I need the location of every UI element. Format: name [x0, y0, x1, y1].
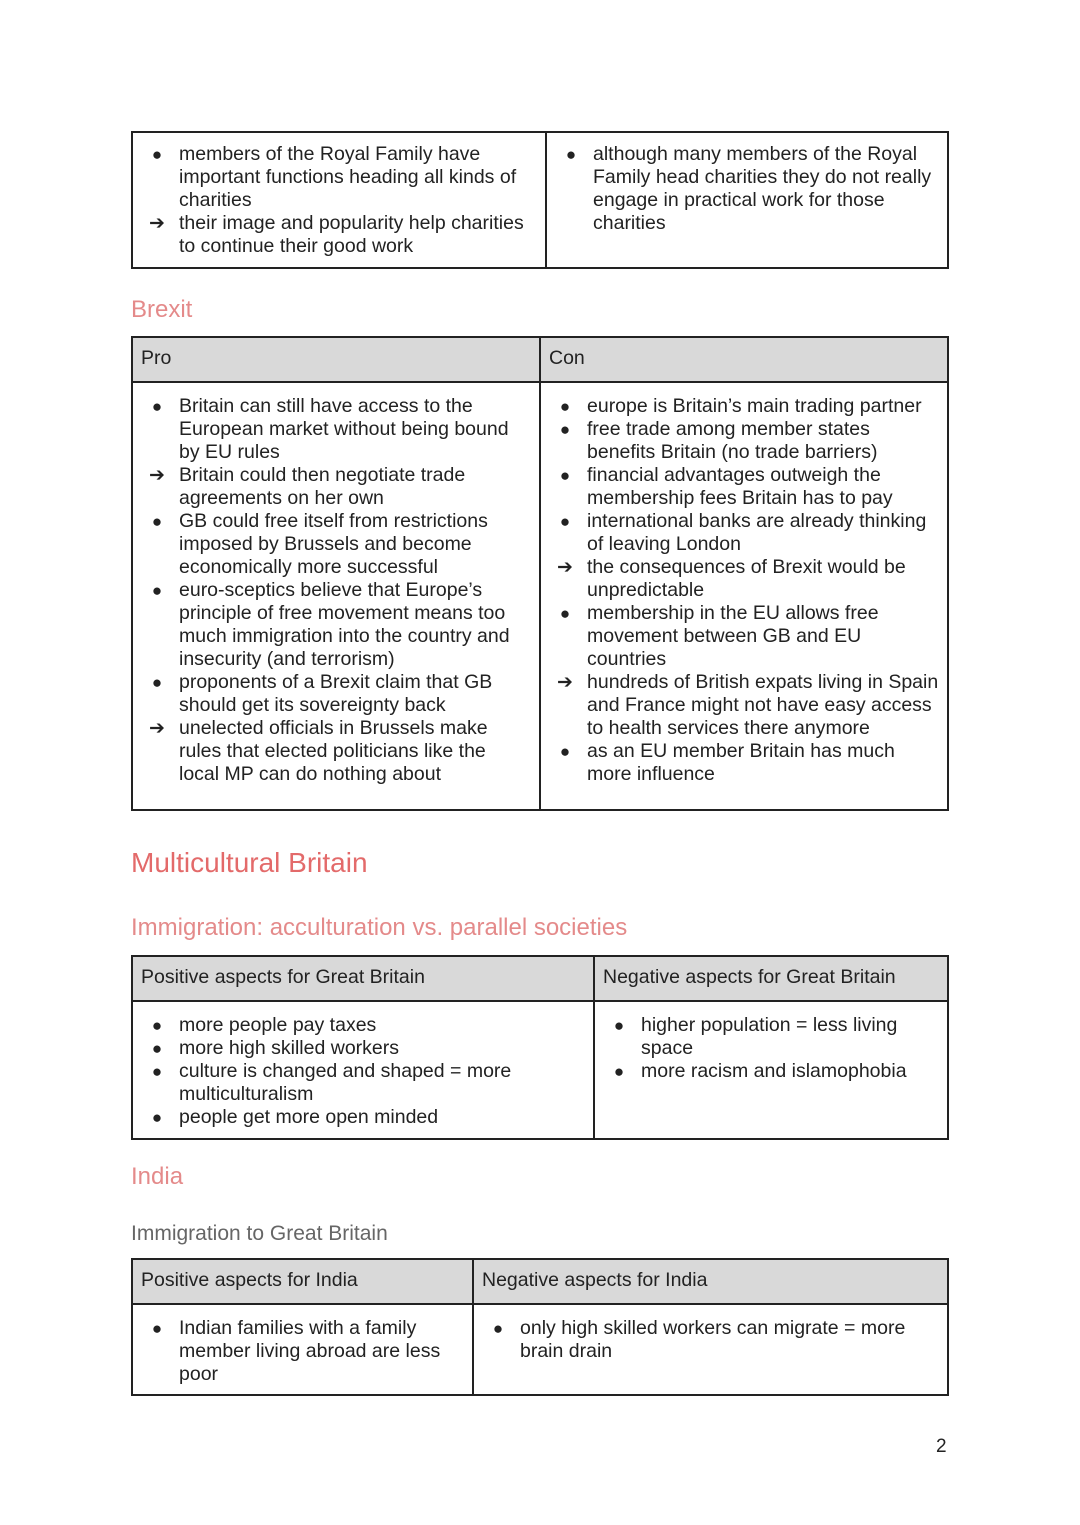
list-item: [141, 212, 537, 258]
list-item-text: the consequences of Brexit would be unpredictable: [587, 556, 906, 601]
immigration-table: [131, 955, 949, 1140]
list-item-text: proponents of a Brexit claim that GB should get its sovereignty back: [179, 671, 493, 716]
list-item: [141, 671, 531, 717]
india-positive-cell: [132, 1304, 473, 1395]
list-item-text: culture is changed and shaped = more multiculturalism: [179, 1060, 512, 1105]
list-item: [141, 1014, 585, 1037]
list-item: [549, 740, 939, 786]
royal-pro-cell: [132, 132, 546, 268]
list-item-text: higher population = less living space: [641, 1014, 898, 1059]
list-item: [549, 671, 939, 740]
list-item: [555, 143, 939, 235]
bullet-icon: ●: [559, 742, 571, 761]
list-item: [482, 1317, 939, 1363]
list-item-text: Britain can still have access to the European market without being bound by EU rules: [179, 395, 509, 463]
list-item: [549, 464, 939, 510]
list-item: [603, 1014, 939, 1060]
bullet-icon: ●: [151, 673, 163, 692]
bullet-icon: ●: [151, 1062, 163, 1081]
bullet-icon: ●: [151, 145, 163, 164]
gb-positive-cell: [132, 1001, 594, 1139]
arrow-bullet-icon: ➔: [149, 213, 165, 234]
bullet-icon: ●: [613, 1016, 625, 1035]
list-item-text: membership in the EU allows free movement between GB and EU countries: [587, 602, 879, 670]
list-item-text: only high skilled workers can migrate = more brain drain: [520, 1317, 906, 1362]
immigration-subheading: Immigration: acculturation vs. parallel societies: [131, 914, 628, 941]
list-item: [141, 579, 531, 671]
list-item-text: more racism and islamophobia: [641, 1060, 907, 1082]
list-item-text: their image and popularity help charities to continue their good work: [179, 212, 524, 257]
list-item-text: euro-sceptics believe that Europe’s principle of free movement means too much immigration into the country and insecurity (and terrorism): [179, 579, 510, 670]
arrow-bullet-icon: ➔: [557, 557, 573, 578]
list-item: [549, 556, 939, 602]
bullet-icon: ●: [151, 1108, 163, 1127]
list-item-text: hundreds of British expats living in Spain and France might not have easy access to health services there anymore: [587, 671, 939, 739]
multicultural-heading: Multicultural Britain: [131, 847, 368, 878]
list-item: [603, 1060, 939, 1083]
india-positive-header: Positive aspects for India: [132, 1259, 473, 1304]
bullet-icon: ●: [559, 397, 571, 416]
royal-con-list: [555, 143, 939, 235]
bullet-icon: ●: [559, 604, 571, 623]
india-negative-cell: [473, 1304, 948, 1395]
brexit-pro-header: Pro: [132, 337, 540, 382]
list-item-text: as an EU member Britain has much more influence: [587, 740, 895, 785]
list-item-text: europe is Britain’s main trading partner: [587, 395, 922, 417]
brexit-table: [131, 336, 949, 811]
list-item: [141, 464, 531, 510]
list-item-text: international banks are already thinking of leaving London: [587, 510, 927, 555]
india-table: [131, 1258, 949, 1396]
brexit-con-list: [549, 395, 939, 786]
list-item: [141, 143, 537, 212]
list-item: [141, 717, 531, 786]
list-item-text: Indian families with a family member living abroad are less poor: [179, 1317, 441, 1385]
list-item-text: more people pay taxes: [179, 1014, 377, 1036]
arrow-bullet-icon: ➔: [149, 718, 165, 739]
page-number: 2: [936, 1436, 947, 1457]
brexit-pro-cell: [132, 382, 540, 810]
list-item-text: GB could free itself from restrictions imposed by Brussels and become economically more successful: [179, 510, 488, 578]
brexit-heading: Brexit: [131, 296, 193, 323]
list-item-text: members of the Royal Family have important functions heading all kinds of charities: [179, 143, 517, 211]
bullet-icon: ●: [151, 1319, 163, 1338]
brexit-con-cell: [540, 382, 948, 810]
list-item: [141, 1106, 585, 1129]
list-item-text: although many members of the Royal Family head charities they do not really engage in practical work for those charities: [593, 143, 932, 234]
bullet-icon: ●: [559, 512, 571, 531]
list-item: [549, 418, 939, 464]
royal-pro-list: [141, 143, 537, 258]
gb-positive-list: [141, 1014, 585, 1129]
list-item: [549, 602, 939, 671]
bullet-icon: ●: [151, 397, 163, 416]
royal-con-cell: [546, 132, 948, 268]
list-item: [141, 395, 531, 464]
list-item-text: people get more open minded: [179, 1106, 439, 1128]
list-item-text: unelected officials in Brussels make rules that elected politicians like the local MP can do nothing about: [179, 717, 488, 785]
arrow-bullet-icon: ➔: [557, 672, 573, 693]
bullet-icon: ●: [492, 1319, 504, 1338]
bullet-icon: ●: [565, 145, 577, 164]
india-subheading: Immigration to Great Britain: [131, 1222, 388, 1245]
bullet-icon: ●: [559, 420, 571, 439]
list-item-text: financial advantages outweigh the membership fees Britain has to pay: [587, 464, 893, 509]
india-positive-list: [141, 1317, 464, 1386]
india-negative-header: Negative aspects for India: [473, 1259, 948, 1304]
india-negative-list: [482, 1317, 939, 1363]
bullet-icon: ●: [151, 581, 163, 600]
brexit-con-header: Con: [540, 337, 948, 382]
india-heading: India: [131, 1163, 184, 1190]
royal-family-table: [131, 131, 949, 269]
gb-negative-list: [603, 1014, 939, 1083]
bullet-icon: ●: [151, 1016, 163, 1035]
bullet-icon: ●: [559, 466, 571, 485]
list-item-text: more high skilled workers: [179, 1037, 399, 1059]
arrow-bullet-icon: ➔: [149, 465, 165, 486]
list-item: [141, 510, 531, 579]
list-item-text: free trade among member states benefits Britain (no trade barriers): [587, 418, 878, 463]
list-item: [549, 395, 939, 418]
gb-negative-header: Negative aspects for Great Britain: [594, 956, 948, 1001]
list-item: [141, 1060, 585, 1106]
list-item: [141, 1317, 464, 1386]
bullet-icon: ●: [151, 1039, 163, 1058]
gb-negative-cell: [594, 1001, 948, 1139]
bullet-icon: ●: [613, 1062, 625, 1081]
list-item-text: Britain could then negotiate trade agreements on her own: [179, 464, 466, 509]
brexit-pro-list: [141, 395, 531, 786]
list-item: [549, 510, 939, 556]
bullet-icon: ●: [151, 512, 163, 531]
list-item: [141, 1037, 585, 1060]
gb-positive-header: Positive aspects for Great Britain: [132, 956, 594, 1001]
